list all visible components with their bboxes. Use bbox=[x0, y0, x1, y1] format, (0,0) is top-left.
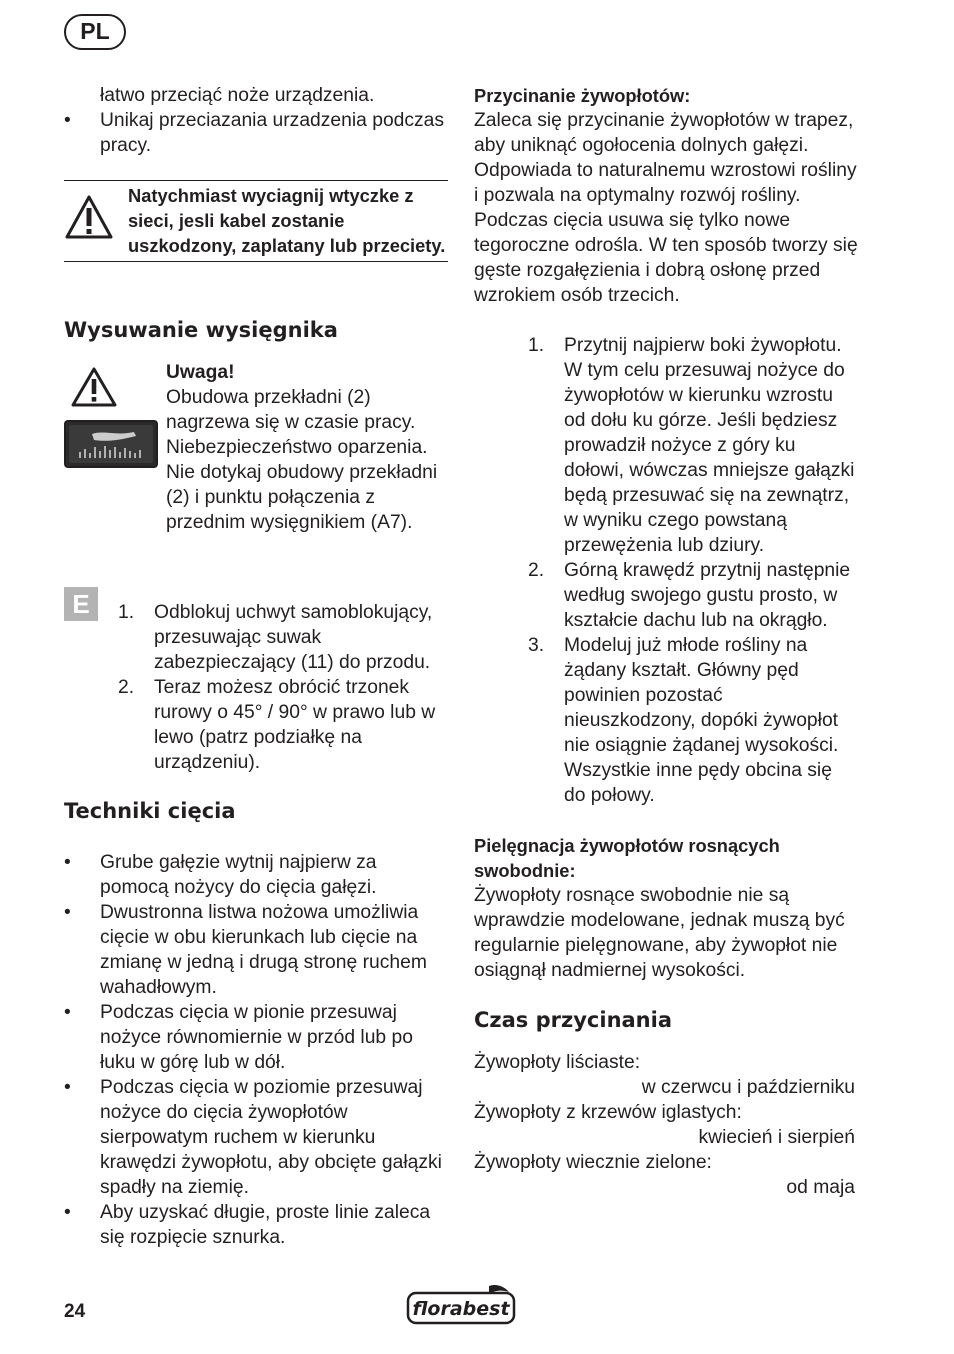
warning-triangle-icon bbox=[64, 194, 128, 247]
time-label: Żywopłoty wiecznie zielone: bbox=[474, 1152, 712, 1173]
florabest-logo bbox=[405, 1284, 517, 1335]
caution-title: Uwaga! bbox=[166, 362, 235, 383]
brand-name: florabest bbox=[412, 1298, 510, 1320]
list-item: • Podczas cięcia w pionie przesuwaj nożyce równomiernie w przód lub po łuku w górę lub w dół. bbox=[64, 1000, 448, 1075]
time-value: w czerwcu i październiku bbox=[641, 1077, 855, 1098]
trim-title: Przycinanie żywopłotów: bbox=[474, 85, 691, 106]
trim-text: Zaleca się przycinanie żywopłotów w trapez, aby uniknąć ogołocenia dolnych gałęzi. Odpowiada to naturalnemu wzrostowi rośliny i pozwala na optymalny rozwój rośliny. Podczas cięcia usuwa się tylko nowe tegoroczne odrośla. W ten sposób tworzy się gęste rozgałęzienia i dobrą osłonę przed wzrokiem osób trzecich. bbox=[474, 110, 858, 306]
warning-triangle-icon bbox=[70, 366, 118, 415]
step-item: 2. Górną krawędź przytnij następnie według swojego gustu prosto, w kształcie dachu lub na okrągło. bbox=[528, 560, 851, 631]
right-column bbox=[474, 83, 858, 1200]
language-badge: PL bbox=[64, 14, 126, 50]
care-title: Pielęgnacja żywopłotów rosnących swobodnie: bbox=[474, 835, 780, 881]
time-value: od maja bbox=[786, 1177, 855, 1198]
cutting-bullets bbox=[64, 850, 448, 1250]
list-item: • Podczas cięcia w poziomie przesuwaj nożyce do cięcia żywopłotów sierpowatym ruchem w kierunku krawędzi żywopłotu, aby obcięte gałązki spadły na ziemię. bbox=[64, 1075, 448, 1200]
step-item: 2. Teraz możesz obrócić trzonek rurowy o 45° / 90° w prawo lub w lewo (patrz podziałkę na urządzeniu). bbox=[118, 677, 436, 773]
intro-continuation: łatwo przeciąć noże urządzenia. bbox=[100, 85, 375, 106]
left-column bbox=[64, 83, 448, 1250]
step-item: 3. Modeluj już młode rośliny na żądany kształt. Główny pęd powinien pozostać nieuszkodzony, dopóki żywopłot nie osiągnie żądanej wysokości. Wszystkie inne pędy obcina się do połowy. bbox=[528, 635, 839, 806]
caution-text: Obudowa przekładni (2) nagrzewa się w czasie pracy. Niebezpieczeństwo oparzenia. Nie dotykaj obudowy przekładni (2) i punktu połączenia z przednim wysięgnikiem (A7). bbox=[166, 387, 438, 533]
figure-e-label: E bbox=[64, 587, 98, 621]
warning-box bbox=[64, 180, 448, 262]
care-text: Żywopłoty rosnące swobodnie nie są wprawdzie modelowane, jednak muszą być regularnie pielęgnowane, aby żywopłot nie osiągnął nadmiernej wysokości. bbox=[474, 885, 845, 981]
time-label: Żywopłoty z krzewów iglastych: bbox=[474, 1102, 742, 1123]
caution-block bbox=[64, 360, 448, 575]
time-label: Żywopłoty liściaste: bbox=[474, 1052, 641, 1073]
step-item: 1. Odblokuj uchwyt samoblokujący, przesuwając suwak zabezpieczający (11) do przodu. bbox=[118, 602, 433, 673]
section-title-time: Czas przycinania bbox=[474, 1008, 673, 1032]
warning-text: Natychmiast wyciagnij wtyczke z sieci, jesli kabel zostanie uszkodzony, zaplatany lub przeciety. bbox=[128, 185, 446, 256]
list-item: • Grube gałęzie wytnij najpierw za pomocą nożycy do cięcia gałęzi. bbox=[64, 850, 448, 900]
list-item: • Dwustronna listwa nożowa umożliwia cięcie w obu kierunkach lub cięcie na zmianę w jedną i drugą stronę ruchem wahadłowym. bbox=[64, 900, 448, 1000]
time-value: kwiecień i sierpień bbox=[698, 1127, 855, 1148]
hot-surface-icon bbox=[64, 420, 158, 475]
section-title-cutting: Techniki cięcia bbox=[64, 799, 236, 823]
list-item: • Aby uzyskać długie, proste linie zaleca się rozpięcie sznurka. bbox=[64, 1200, 448, 1250]
intro-bullet: • Unikaj przeciazania urzadzenia podczas pracy. bbox=[64, 108, 448, 158]
section-title-extend: Wysuwanie wysięgnika bbox=[64, 318, 338, 342]
page-number: 24 bbox=[64, 1301, 86, 1322]
time-list bbox=[474, 1050, 855, 1200]
trim-steps bbox=[474, 333, 858, 808]
step-item: 1. Przytnij najpierw boki żywopłotu. W tym celu przesuwaj nożyce do żywopłotów w kierunku wzrostu od dołu ku górze. Jeśli będziesz prowadził nożyce z góry ku dołowi, wówczas mniejsze gałązki będą przesuwać się na zewnątrz, w wyniku czego powstaną przewężenia lub dziury. bbox=[528, 335, 855, 556]
extend-steps bbox=[64, 587, 448, 775]
